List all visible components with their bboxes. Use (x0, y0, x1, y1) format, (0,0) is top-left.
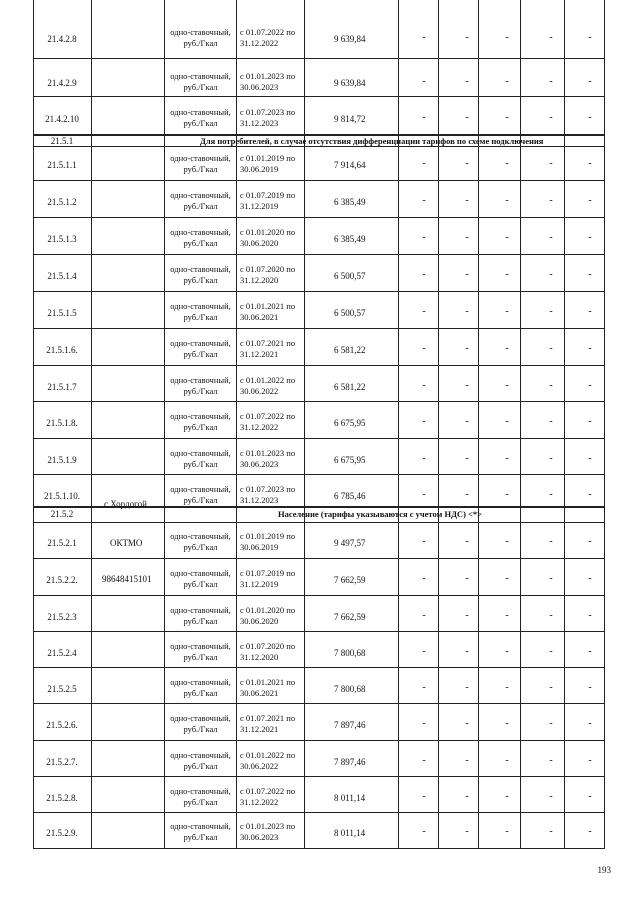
empty-cell-dash: - (549, 112, 553, 123)
row-id: 21.5.1.8. (46, 418, 78, 428)
tariff-period: с 01.01.2020 по 30.06.2020 (240, 227, 296, 248)
empty-cell-dash: - (549, 453, 553, 464)
empty-cell-dash: - (422, 32, 426, 43)
empty-cell-dash: - (549, 195, 553, 206)
empty-cell-dash: - (588, 826, 592, 837)
empty-cell-dash: - (465, 158, 469, 169)
empty-cell-dash: - (422, 232, 426, 243)
tariff-value: 6 581,22 (334, 345, 366, 355)
tariff-type: одно-ставочный, руб./Гкал (170, 190, 231, 211)
empty-cell-dash: - (422, 791, 426, 802)
tariff-type: одно-ставочный, руб./Гкал (170, 107, 231, 128)
row-id: 21.5.1.5 (47, 308, 77, 318)
empty-cell-dash: - (505, 380, 509, 391)
empty-cell-dash: - (422, 718, 426, 729)
empty-cell-dash: - (505, 158, 509, 169)
empty-cell-dash: - (588, 416, 592, 427)
empty-cell-dash: - (505, 755, 509, 766)
tariff-type: одно-ставочный, руб./Гкал (170, 411, 231, 432)
empty-cell-dash: - (588, 306, 592, 317)
tariff-type: одно-ставочный, руб./Гкал (170, 568, 231, 589)
tariff-value: 7 800,68 (334, 684, 366, 694)
row-line (33, 558, 605, 559)
empty-cell-dash: - (588, 610, 592, 621)
empty-cell-dash: - (588, 791, 592, 802)
empty-cell-dash: - (422, 380, 426, 391)
empty-cell-dash: - (505, 306, 509, 317)
empty-cell-dash: - (422, 343, 426, 354)
tariff-value: 6 385,49 (334, 197, 366, 207)
empty-cell-dash: - (422, 646, 426, 657)
empty-cell-dash: - (505, 195, 509, 206)
tariff-period: с 01.07.2019 по 31.12.2019 (240, 190, 296, 211)
empty-cell-dash: - (549, 791, 553, 802)
empty-cell-dash: - (465, 306, 469, 317)
tariff-period: с 01.01.2019 по 30.06.2019 (240, 531, 296, 552)
col-line (91, 0, 92, 848)
tariff-value: 9 639,84 (334, 34, 366, 44)
row-line (33, 328, 605, 329)
section-title-2: Население (тарифы указываются с учетом НДС) <*> (278, 509, 482, 519)
row-id: 21.5.1.2 (47, 197, 77, 207)
empty-cell-dash: - (505, 826, 509, 837)
empty-cell-dash: - (549, 232, 553, 243)
page-number: 193 (597, 865, 611, 875)
tariff-period: с 01.01.2021 по 30.06.2021 (240, 301, 296, 322)
empty-cell-dash: - (422, 416, 426, 427)
empty-cell-dash: - (465, 112, 469, 123)
empty-cell-dash: - (465, 232, 469, 243)
empty-cell-dash: - (588, 158, 592, 169)
tariff-value: 6 385,49 (334, 234, 366, 244)
empty-cell-dash: - (505, 489, 509, 500)
empty-cell-dash: - (422, 306, 426, 317)
tariff-period: с 01.07.2022 по 31.12.2022 (240, 786, 296, 807)
empty-cell-dash: - (549, 682, 553, 693)
row-line (33, 595, 605, 596)
row-id: 21.5.1.10. (44, 491, 80, 501)
row-id: 21.5.2.5 (47, 684, 77, 694)
empty-cell-dash: - (422, 453, 426, 464)
empty-cell-dash: - (588, 536, 592, 547)
empty-cell-dash: - (588, 380, 592, 391)
empty-cell-dash: - (422, 76, 426, 87)
tariff-value: 8 011,14 (334, 828, 366, 838)
row-line (33, 58, 605, 59)
section-header-2: 21.5.2 (50, 509, 74, 519)
empty-cell-dash: - (505, 232, 509, 243)
empty-cell-dash: - (505, 416, 509, 427)
row-id: 21.5.1.1 (47, 160, 77, 170)
empty-cell-dash: - (549, 573, 553, 584)
empty-cell-dash: - (505, 453, 509, 464)
empty-cell-dash: - (422, 573, 426, 584)
empty-cell-dash: - (505, 573, 509, 584)
empty-cell-dash: - (549, 826, 553, 837)
empty-cell-dash: - (588, 32, 592, 43)
empty-cell-dash: - (588, 76, 592, 87)
tariff-period: с 01.01.2023 по 30.06.2023 (240, 71, 296, 92)
tariff-type: одно-ставочный, руб./Гкал (170, 375, 231, 396)
tariff-value: 9 814,72 (334, 114, 366, 124)
empty-cell-dash: - (465, 755, 469, 766)
row-id: 21.5.2.4 (47, 648, 77, 658)
empty-cell-dash: - (549, 416, 553, 427)
empty-cell-dash: - (588, 718, 592, 729)
tariff-period: с 01.01.2019 по 30.06.2019 (240, 153, 296, 174)
row-id: 21.5.2.8. (46, 793, 78, 803)
tariff-value: 9 639,84 (334, 78, 366, 88)
empty-cell-dash: - (588, 489, 592, 500)
oktmo-label: ОКТМО (110, 538, 143, 548)
row-id: 21.5.2.7. (46, 757, 78, 767)
empty-cell-dash: - (588, 269, 592, 280)
empty-cell-dash: - (549, 269, 553, 280)
empty-cell-dash: - (422, 755, 426, 766)
empty-cell-dash: - (588, 646, 592, 657)
tariff-value: 6 500,57 (334, 271, 366, 281)
row-id: 21.5.2.2. (46, 575, 78, 585)
tariff-value: 7 662,59 (334, 575, 366, 585)
empty-cell-dash: - (549, 76, 553, 87)
tariff-type: одно-ставочный, руб./Гкал (170, 821, 231, 842)
row-line (33, 522, 605, 523)
tariff-type: одно-ставочный, руб./Гкал (170, 605, 231, 626)
row-line (33, 740, 605, 741)
tariff-period: с 01.01.2020 по 30.06.2020 (240, 605, 296, 626)
tariff-type: одно-ставочный, руб./Гкал (170, 338, 231, 359)
empty-cell-dash: - (505, 682, 509, 693)
section-title-1: Для потребителей, в случае отсутствия дифференциации тарифов по схеме подключения (200, 136, 544, 146)
tariff-period: с 01.07.2021 по 31.12.2021 (240, 338, 296, 359)
tariff-value: 9 497,57 (334, 538, 366, 548)
row-id: 21.5.2.3 (47, 612, 77, 622)
row-id: 21.5.2.9. (46, 828, 78, 838)
empty-cell-dash: - (549, 306, 553, 317)
row-line (33, 438, 605, 439)
row-id: 21.4.2.9 (47, 78, 77, 88)
empty-cell-dash: - (588, 232, 592, 243)
empty-cell-dash: - (505, 76, 509, 87)
empty-cell-dash: - (549, 536, 553, 547)
row-line (33, 776, 605, 777)
tariff-period: с 01.07.2022 по 31.12.2022 (240, 27, 296, 48)
row-id: 21.5.1.9 (47, 455, 77, 465)
empty-cell-dash: - (505, 791, 509, 802)
tariff-type: одно-ставочный, руб./Гкал (170, 641, 231, 662)
empty-cell-dash: - (505, 269, 509, 280)
tariff-value: 7 914,64 (334, 160, 366, 170)
empty-cell-dash: - (588, 453, 592, 464)
tariff-type: одно-ставочный, руб./Гкал (170, 750, 231, 771)
empty-cell-dash: - (549, 489, 553, 500)
tariff-type: одно-ставочный, руб./Гкал (170, 677, 231, 698)
row-line (33, 254, 605, 255)
empty-cell-dash: - (588, 682, 592, 693)
empty-cell-dash: - (549, 158, 553, 169)
tariff-value: 7 800,68 (334, 648, 366, 658)
tariff-period: с 01.07.2023 по 31.12.2023 (240, 484, 296, 505)
row-id: 21.5.1.7 (47, 382, 77, 392)
empty-cell-dash: - (549, 32, 553, 43)
empty-cell-dash: - (465, 453, 469, 464)
col-line (398, 0, 399, 848)
section-header-1: 21.5.1 (50, 136, 74, 146)
empty-cell-dash: - (588, 573, 592, 584)
col-line (520, 0, 521, 848)
tariff-type: одно-ставочный, руб./Гкал (170, 153, 231, 174)
tariff-value: 7 897,46 (334, 757, 366, 767)
row-line (33, 474, 605, 475)
empty-cell-dash: - (465, 489, 469, 500)
col-line (438, 0, 439, 848)
col-line (564, 0, 565, 848)
tariff-value: 6 785,46 (334, 491, 366, 501)
tariff-type: одно-ставочный, руб./Гкал (170, 786, 231, 807)
col-line (478, 0, 479, 848)
tariff-value: 7 662,59 (334, 612, 366, 622)
tariff-value: 7 897,46 (334, 720, 366, 730)
row-id: 21.5.1.3 (47, 234, 77, 244)
empty-cell-dash: - (549, 380, 553, 391)
empty-cell-dash: - (465, 380, 469, 391)
empty-cell-dash: - (549, 646, 553, 657)
empty-cell-dash: - (465, 76, 469, 87)
empty-cell-dash: - (588, 343, 592, 354)
tariff-type: одно-ставочный, руб./Гкал (170, 71, 231, 92)
empty-cell-dash: - (465, 416, 469, 427)
row-id: 21.4.2.10 (45, 114, 79, 124)
tariff-value: 6 500,57 (334, 308, 366, 318)
empty-cell-dash: - (422, 195, 426, 206)
col-line (304, 0, 305, 848)
empty-cell-dash: - (588, 755, 592, 766)
tariff-period: с 01.07.2022 по 31.12.2022 (240, 411, 296, 432)
empty-cell-dash: - (505, 718, 509, 729)
empty-cell-dash: - (549, 610, 553, 621)
empty-cell-dash: - (505, 610, 509, 621)
row-line (33, 631, 605, 632)
empty-cell-dash: - (422, 158, 426, 169)
tariff-type: одно-ставочный, руб./Гкал (170, 531, 231, 552)
empty-cell-dash: - (422, 610, 426, 621)
tariff-period: с 01.07.2020 по 31.12.2020 (240, 264, 296, 285)
tariff-type: одно-ставочный, руб./Гкал (170, 27, 231, 48)
row-line (33, 703, 605, 704)
empty-cell-dash: - (422, 826, 426, 837)
row-id: 21.5.2.1 (47, 538, 77, 548)
row-line (33, 848, 605, 849)
row-line (33, 401, 605, 402)
tariff-type: одно-ставочный, руб./Гкал (170, 264, 231, 285)
tariff-value: 6 675,95 (334, 455, 366, 465)
empty-cell-dash: - (465, 791, 469, 802)
empty-cell-dash: - (465, 343, 469, 354)
row-id: 21.5.1.6. (46, 345, 78, 355)
empty-cell-dash: - (549, 755, 553, 766)
empty-cell-dash: - (465, 269, 469, 280)
tariff-period: с 01.07.2021 по 31.12.2021 (240, 713, 296, 734)
empty-cell-dash: - (465, 573, 469, 584)
row-line (33, 365, 605, 366)
tariff-period: с 01.01.2023 по 30.06.2023 (240, 821, 296, 842)
row-line (33, 180, 605, 181)
empty-cell-dash: - (549, 718, 553, 729)
tariff-period: с 01.01.2021 по 30.06.2021 (240, 677, 296, 698)
empty-cell-dash: - (465, 682, 469, 693)
tariff-type: одно-ставочный, руб./Гкал (170, 227, 231, 248)
empty-cell-dash: - (465, 646, 469, 657)
empty-cell-dash: - (549, 343, 553, 354)
empty-cell-dash: - (588, 195, 592, 206)
empty-cell-dash: - (465, 718, 469, 729)
tariff-period: с 01.07.2019 по 31.12.2019 (240, 568, 296, 589)
row-line (33, 96, 605, 97)
oktmo-code: 98648415101 (102, 574, 152, 584)
row-id: 21.5.2.6. (46, 720, 78, 730)
empty-cell-dash: - (422, 112, 426, 123)
tariff-value: 8 011,14 (334, 793, 366, 803)
row-line (33, 217, 605, 218)
empty-cell-dash: - (465, 826, 469, 837)
tariff-value: 6 581,22 (334, 382, 366, 392)
empty-cell-dash: - (465, 195, 469, 206)
tariff-type: одно-ставочный, руб./Гкал (170, 484, 231, 505)
empty-cell-dash: - (422, 489, 426, 500)
row-line (33, 667, 605, 668)
empty-cell-dash: - (505, 536, 509, 547)
tariff-value: 6 675,95 (334, 418, 366, 428)
tariff-period: с 01.07.2020 по 31.12.2020 (240, 641, 296, 662)
empty-cell-dash: - (465, 32, 469, 43)
empty-cell-dash: - (422, 682, 426, 693)
empty-cell-dash: - (588, 112, 592, 123)
empty-cell-dash: - (505, 32, 509, 43)
row-line (33, 291, 605, 292)
tariff-period: с 01.01.2022 по 30.06.2022 (240, 750, 296, 771)
empty-cell-dash: - (422, 269, 426, 280)
col-line (604, 0, 605, 848)
tariff-type: одно-ставочный, руб./Гкал (170, 301, 231, 322)
tariff-type: одно-ставочный, руб./Гкал (170, 448, 231, 469)
tariff-period: с 01.07.2023 по 31.12.2023 (240, 107, 296, 128)
empty-cell-dash: - (505, 646, 509, 657)
row-id: 21.4.2.8 (47, 34, 77, 44)
tariff-period: с 01.01.2022 по 30.06.2022 (240, 375, 296, 396)
empty-cell-dash: - (505, 112, 509, 123)
empty-cell-dash: - (465, 536, 469, 547)
location-label: с Хордогой (104, 499, 147, 509)
empty-cell-dash: - (505, 343, 509, 354)
empty-cell-dash: - (422, 536, 426, 547)
tariff-period: с 01.01.2023 по 30.06.2023 (240, 448, 296, 469)
empty-cell-dash: - (465, 610, 469, 621)
row-id: 21.5.1.4 (47, 271, 77, 281)
tariff-type: одно-ставочный, руб./Гкал (170, 713, 231, 734)
row-line (33, 812, 605, 813)
